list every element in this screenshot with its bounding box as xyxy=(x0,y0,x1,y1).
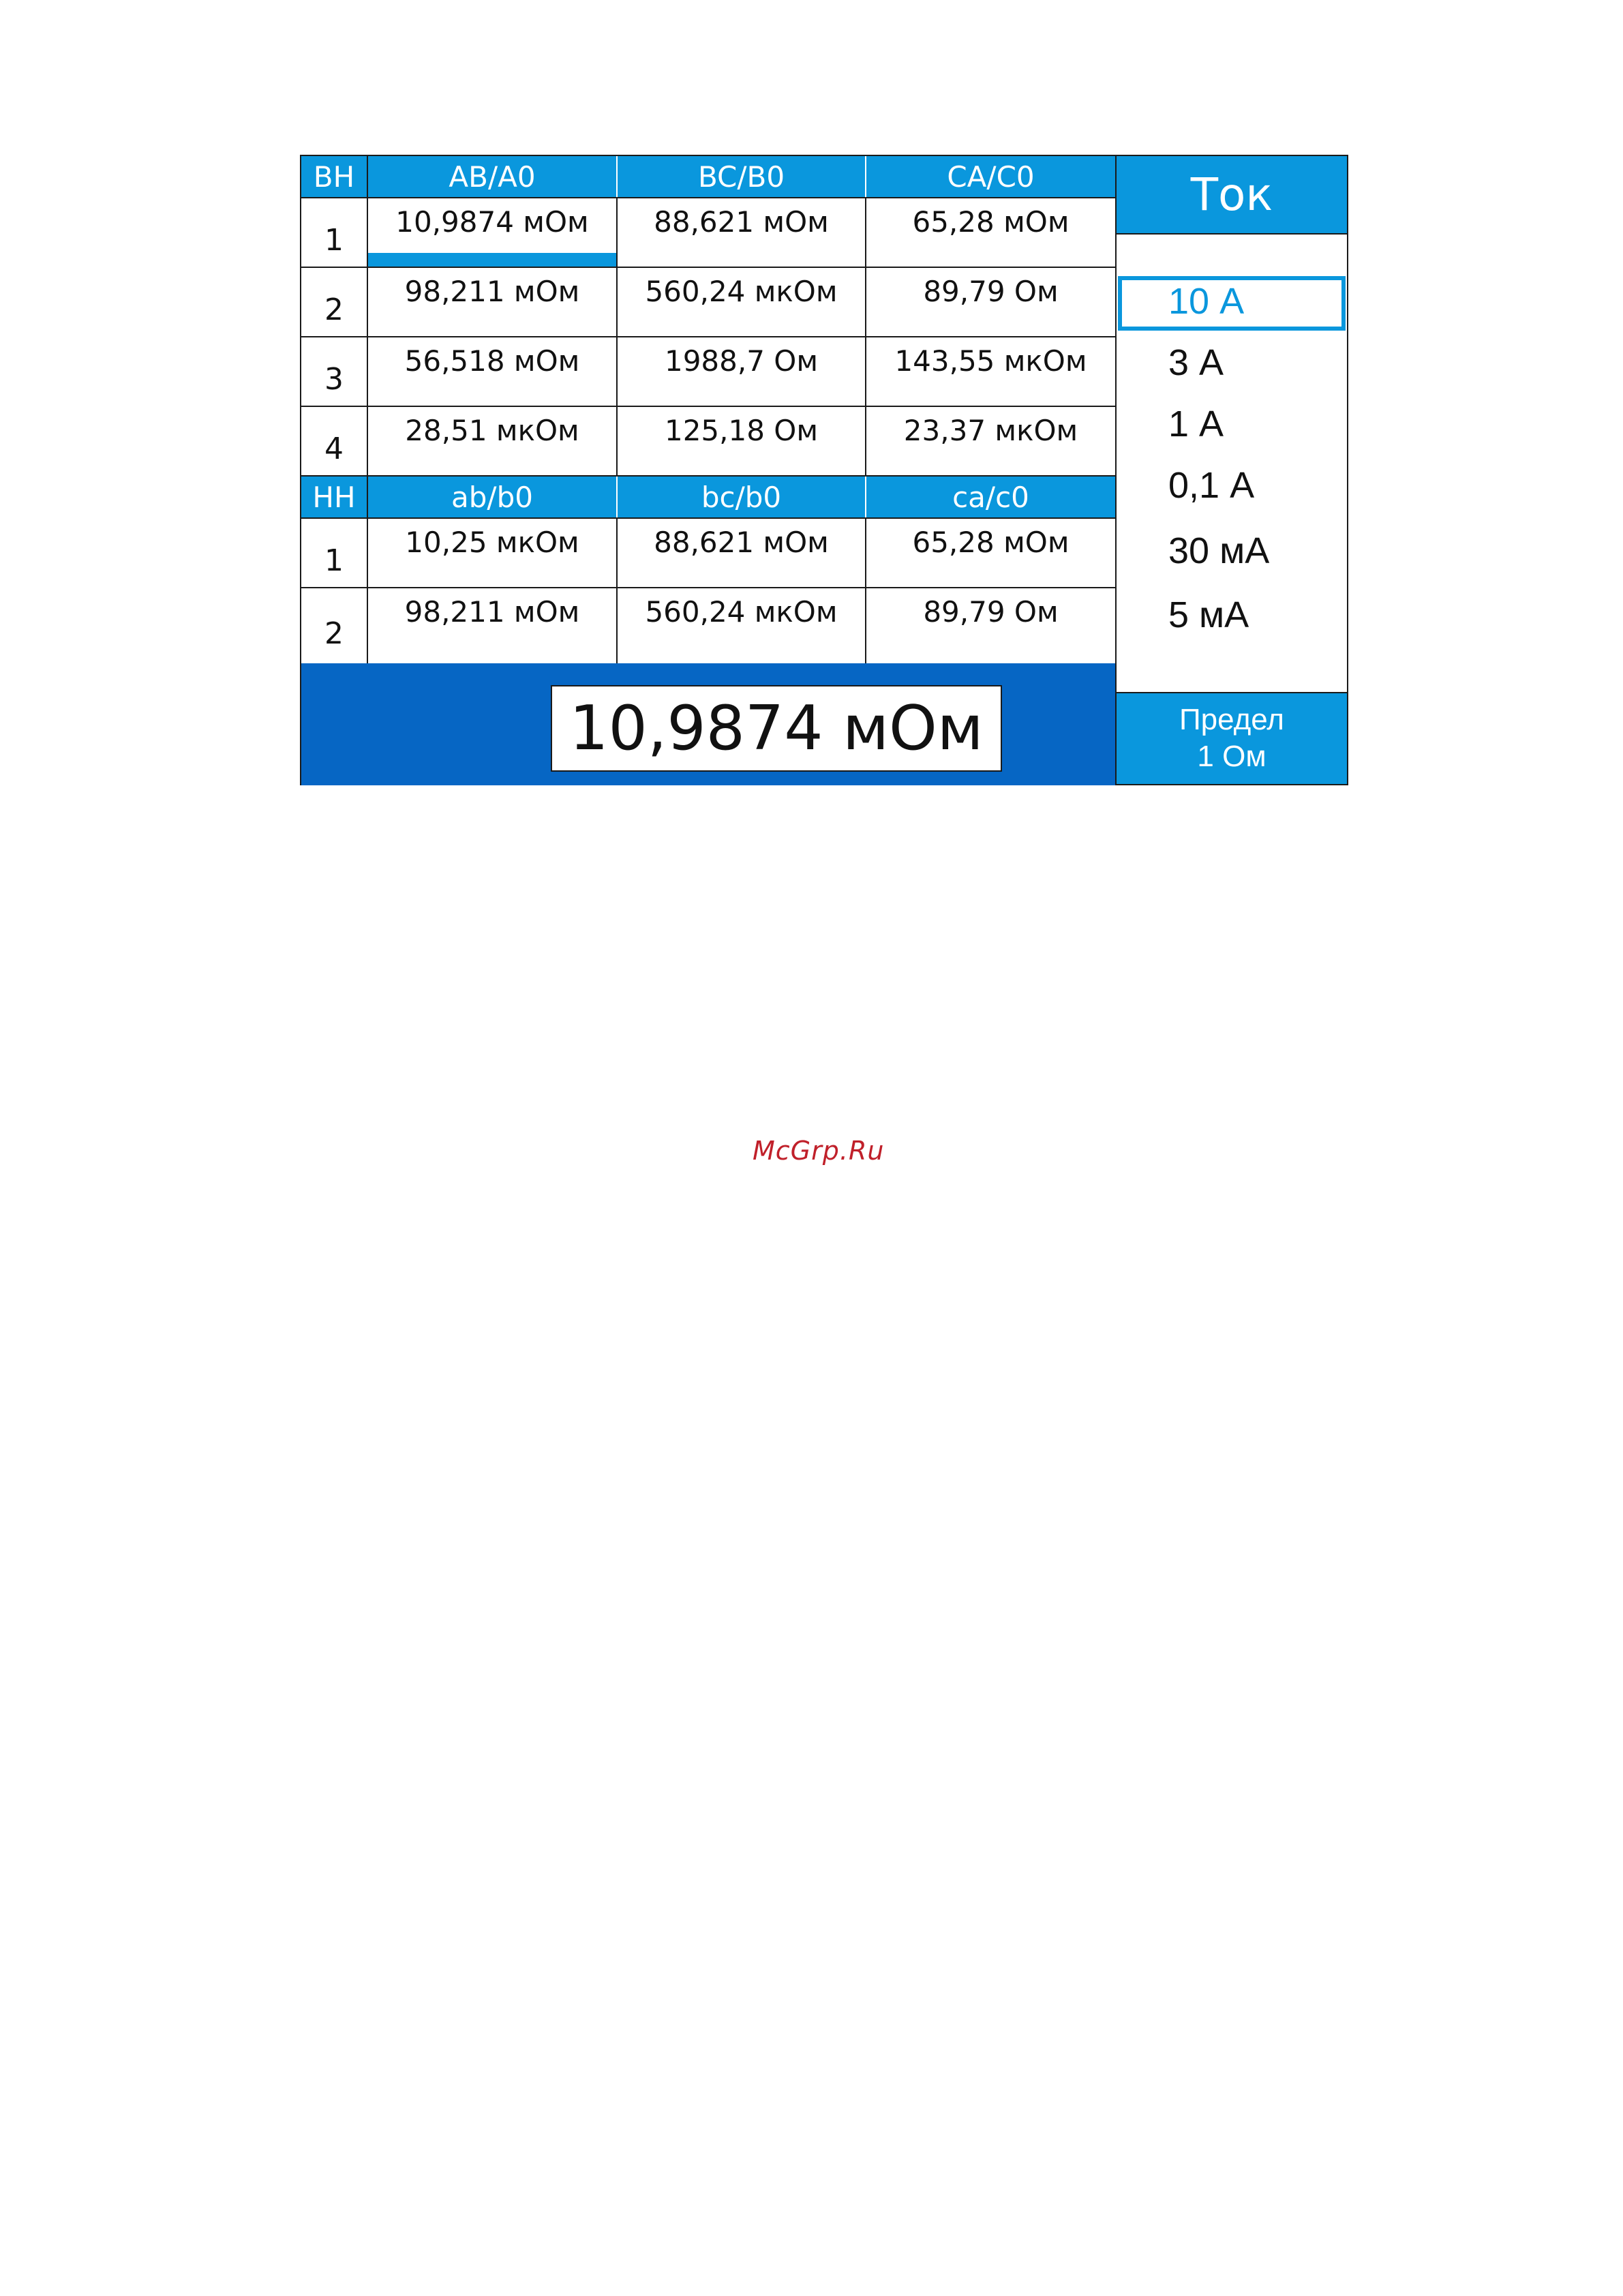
value-cell[interactable]: 560,24 мкОм xyxy=(618,588,866,663)
lv-header-label: НН xyxy=(301,477,368,517)
hv-header-row xyxy=(301,156,1115,198)
current-panel xyxy=(1115,156,1347,784)
current-option-0-1a[interactable]: 0,1 А xyxy=(1168,465,1255,506)
limit-value: 1 Ом xyxy=(1197,740,1266,773)
row-number: 1 xyxy=(301,198,368,267)
current-panel-title: Ток xyxy=(1117,156,1347,235)
readout-display: 10,9874 мОм xyxy=(551,685,1002,772)
value-cell[interactable]: 89,79 Ом xyxy=(923,275,1059,308)
table-row xyxy=(301,268,1115,337)
row-number: 4 xyxy=(301,407,368,475)
value-cell[interactable]: 10,25 мкОм xyxy=(368,519,618,587)
row-number: 1 xyxy=(301,519,368,587)
table-row xyxy=(301,198,1115,268)
readout-panel xyxy=(301,663,1115,785)
row-number: 3 xyxy=(301,337,368,406)
value-cell[interactable]: 65,28 мОм xyxy=(912,526,1070,559)
value-cell[interactable]: 23,37 мкОм xyxy=(903,414,1078,447)
value-cell[interactable]: 56,518 мОм xyxy=(368,337,618,406)
lv-header-bc: bc/b0 xyxy=(618,477,866,517)
value-cell[interactable]: 98,211 мОм xyxy=(368,268,618,336)
value-cell[interactable]: 1988,7 Ом xyxy=(618,337,866,406)
lv-header-ca: ca/c0 xyxy=(952,480,1029,514)
current-option-30ma[interactable]: 30 мА xyxy=(1168,530,1270,571)
current-option-1a[interactable]: 1 А xyxy=(1168,404,1224,444)
cell-value: 10,9874 мОм xyxy=(395,205,589,239)
lv-header-ab: ab/b0 xyxy=(368,477,618,517)
row-number: 2 xyxy=(301,588,368,663)
value-cell[interactable]: 88,621 мОм xyxy=(618,198,866,267)
limit-label: Предел xyxy=(1179,703,1284,736)
measurement-screen xyxy=(300,155,1348,785)
value-cell-selected[interactable] xyxy=(368,198,618,267)
value-cell[interactable]: 88,621 мОм xyxy=(618,519,866,587)
lv-header-row xyxy=(301,477,1115,519)
table-row xyxy=(301,588,1115,663)
value-cell[interactable]: 28,51 мкОм xyxy=(368,407,618,475)
current-option-3a[interactable]: 3 А xyxy=(1168,342,1224,383)
selection-indicator xyxy=(368,253,616,267)
table-row xyxy=(301,407,1115,477)
row-number: 2 xyxy=(301,268,368,336)
value-cell[interactable]: 65,28 мОм xyxy=(912,205,1070,239)
value-cell[interactable]: 125,18 Ом xyxy=(618,407,866,475)
measurement-table xyxy=(301,156,1115,665)
hv-header-ca: CA/C0 xyxy=(947,160,1035,194)
hv-header-bc: BC/B0 xyxy=(618,156,866,197)
current-option-5ma[interactable]: 5 мА xyxy=(1168,594,1249,635)
value-cell[interactable]: 143,55 мкОм xyxy=(894,344,1087,378)
value-cell[interactable]: 89,79 Ом xyxy=(923,595,1059,629)
hv-header-label: ВН xyxy=(301,156,368,197)
value-cell[interactable]: 560,24 мкОм xyxy=(618,268,866,336)
table-row xyxy=(301,519,1115,588)
value-cell[interactable]: 98,211 мОм xyxy=(368,588,618,663)
watermark-text: McGrp.Ru xyxy=(753,1136,885,1166)
hv-header-ab: AB/A0 xyxy=(368,156,618,197)
table-row xyxy=(301,337,1115,407)
limit-panel[interactable] xyxy=(1117,692,1347,784)
current-option-10a[interactable]: 10 А xyxy=(1168,281,1245,322)
